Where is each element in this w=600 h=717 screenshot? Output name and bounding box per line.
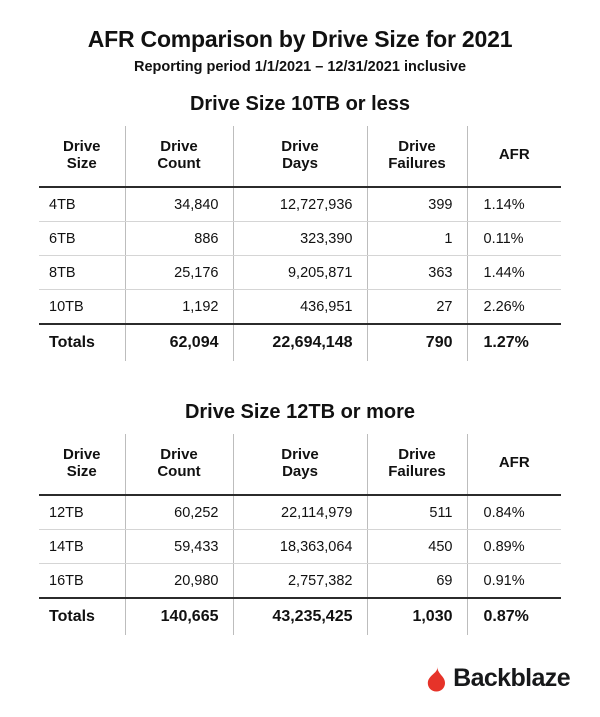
cell-drive-size: 12TB [39, 495, 125, 530]
header-line-1: Drive [398, 137, 436, 155]
cell-drive-count: 60,252 [125, 495, 233, 530]
header-line-2: Size [66, 155, 97, 172]
table-row [39, 495, 561, 530]
header-line-1: Drive [281, 445, 319, 463]
header-line-1: Drive [398, 445, 436, 463]
cell-afr: 0.84% [467, 495, 561, 530]
cell-drive-count: 34,840 [125, 187, 233, 222]
cell-drive-days: 2,757,382 [233, 564, 367, 599]
cell-drive-days: 12,727,936 [233, 187, 367, 222]
cell-drive-size: 16TB [39, 564, 125, 599]
header-line-2: Failures [388, 155, 446, 172]
cell-afr: 1.44% [467, 256, 561, 290]
column-header-drive-failures [367, 434, 467, 495]
cell-drive-days: 323,390 [233, 222, 367, 256]
cell-totals-drive-failures: 790 [367, 324, 467, 361]
page-subtitle: Reporting period 1/1/2021 – 12/31/2021 inclusive [133, 59, 467, 75]
cell-drive-failures: 1 [367, 222, 467, 256]
header-line-2: Count [157, 463, 201, 480]
header-line-1: Drive [281, 137, 319, 155]
cell-afr: 0.91% [467, 564, 561, 599]
column-header-drive-days [233, 434, 367, 495]
table-row [39, 530, 561, 564]
cell-drive-count: 20,980 [125, 564, 233, 599]
cell-drive-size: 8TB [39, 256, 125, 290]
cell-afr: 0.11% [467, 222, 561, 256]
table-header-row [39, 434, 561, 495]
table-row [39, 290, 561, 325]
cell-drive-size: 6TB [39, 222, 125, 256]
header-line-1: Drive [160, 137, 198, 155]
cell-afr: 1.14% [467, 187, 561, 222]
cell-totals-afr: 0.87% [467, 598, 561, 635]
cell-drive-failures: 69 [367, 564, 467, 599]
column-header-drive-failures [367, 126, 467, 187]
cell-drive-size: 4TB [39, 187, 125, 222]
table-totals-row [39, 324, 561, 361]
column-header-drive-days [233, 126, 367, 187]
cell-drive-days: 18,363,064 [233, 530, 367, 564]
column-header-afr: AFR [467, 126, 561, 187]
brand-name: Backblaze [453, 664, 570, 692]
cell-totals-drive-count: 140,665 [125, 598, 233, 635]
column-header-drive-count [125, 434, 233, 495]
table-row [39, 256, 561, 290]
page-title: AFR Comparison by Drive Size for 2021 [87, 26, 513, 52]
column-header-drive-size [39, 434, 125, 495]
table-totals-row [39, 598, 561, 635]
column-header-drive-count [125, 126, 233, 187]
header-line-1: Drive [62, 445, 101, 463]
cell-afr: 0.89% [467, 530, 561, 564]
cell-totals-drive-count: 62,094 [125, 324, 233, 361]
cell-totals-label: Totals [39, 324, 125, 361]
section-spacer [26, 361, 574, 387]
cell-drive-count: 25,176 [125, 256, 233, 290]
cell-drive-size: 10TB [39, 290, 125, 325]
column-header-afr: AFR [467, 434, 561, 495]
cell-drive-failures: 363 [367, 256, 467, 290]
cell-totals-drive-days: 22,694,148 [233, 324, 367, 361]
cell-drive-days: 9,205,871 [233, 256, 367, 290]
header-line-2: Days [282, 463, 318, 480]
table-small-drives [39, 126, 561, 361]
brand-logo [427, 664, 570, 693]
cell-drive-failures: 511 [367, 495, 467, 530]
table-header-row [39, 126, 561, 187]
cell-drive-count: 1,192 [125, 290, 233, 325]
header-line-1: Drive [62, 137, 101, 155]
cell-drive-count: 886 [125, 222, 233, 256]
cell-totals-drive-days: 43,235,425 [233, 598, 367, 635]
cell-afr: 2.26% [467, 290, 561, 325]
column-header-drive-size [39, 126, 125, 187]
table-row [39, 222, 561, 256]
header-line-2: Size [66, 463, 97, 480]
flame-icon [427, 666, 446, 692]
cell-drive-failures: 450 [367, 530, 467, 564]
cell-drive-size: 14TB [39, 530, 125, 564]
cell-drive-failures: 399 [367, 187, 467, 222]
cell-drive-count: 59,433 [125, 530, 233, 564]
section-title-large-drives: Drive Size 12TB or more [184, 401, 416, 423]
header-line-2: Days [282, 155, 318, 172]
header-line-2: Count [157, 155, 201, 172]
cell-drive-days: 436,951 [233, 290, 367, 325]
table-row [39, 187, 561, 222]
table-row [39, 564, 561, 599]
cell-totals-drive-failures: 1,030 [367, 598, 467, 635]
cell-totals-label: Totals [39, 598, 125, 635]
cell-drive-days: 22,114,979 [233, 495, 367, 530]
section-title-small-drives: Drive Size 10TB or less [189, 93, 411, 115]
table-large-drives [39, 434, 561, 635]
header-line-2: Failures [388, 463, 446, 480]
cell-drive-failures: 27 [367, 290, 467, 325]
cell-totals-afr: 1.27% [467, 324, 561, 361]
header-line-1: Drive [160, 445, 198, 463]
